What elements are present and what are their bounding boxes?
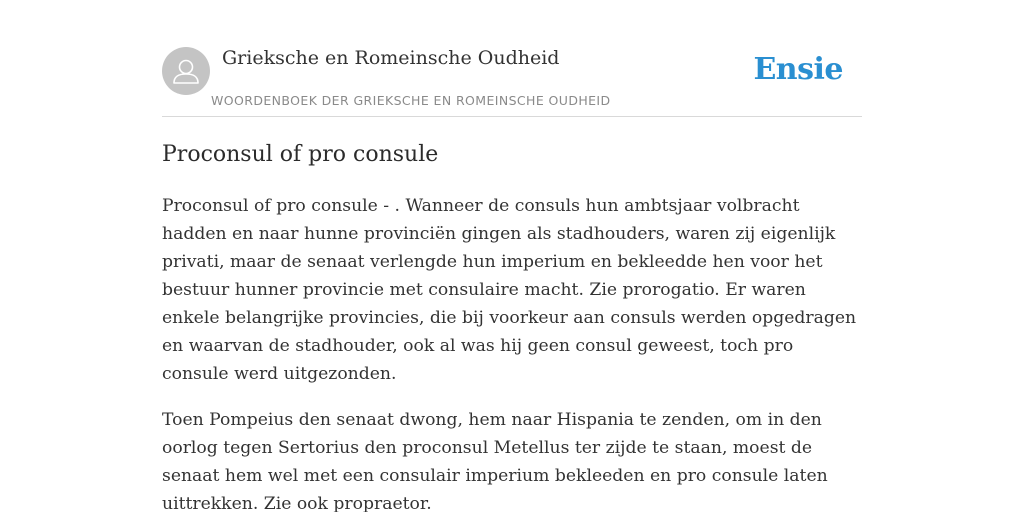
ensie-logo[interactable]: Ensie bbox=[753, 52, 843, 87]
entry-paragraph: Proconsul of pro consule - . Wanneer de consuls hun ambtsjaar volbracht hadden en naar hunne provinciën gingen als stadhouders, waren zij eigenlijk privati, maar de senaat verlengde hun imperium en bekleedde hen voor het bestuur hunner provincie met consulaire macht. Zie prorogatio. Er waren enkele belangrijke provincies, die bij voorkeur aan consuls werden opgedragen en waarvan de stadhouder, ook al was hij geen consul geweest, toch pro consule werd uitgezonden. bbox=[162, 196, 857, 384]
source-title[interactable]: Grieksche en Romeinsche Oudheid bbox=[222, 47, 560, 69]
user-icon bbox=[162, 47, 210, 95]
avatar[interactable] bbox=[162, 47, 210, 95]
source-subtitle: WOORDENBOEK DER GRIEKSCHE EN ROMEINSCHE OUDHEID bbox=[211, 93, 611, 108]
entry-paragraph: Toen Pompeius den senaat dwong, hem naar Hispania te zenden, om in den oorlog tegen Sertorius den proconsul Metellus ter zijde te staan, moest de senaat hem wel met een consulair imperium bekleeden en pro consule laten uittrekken. Zie ook propraetor. bbox=[162, 410, 828, 512]
entry-title: Proconsul of pro consule bbox=[162, 142, 439, 167]
entry-body bbox=[162, 192, 862, 512]
source-header bbox=[162, 46, 862, 117]
